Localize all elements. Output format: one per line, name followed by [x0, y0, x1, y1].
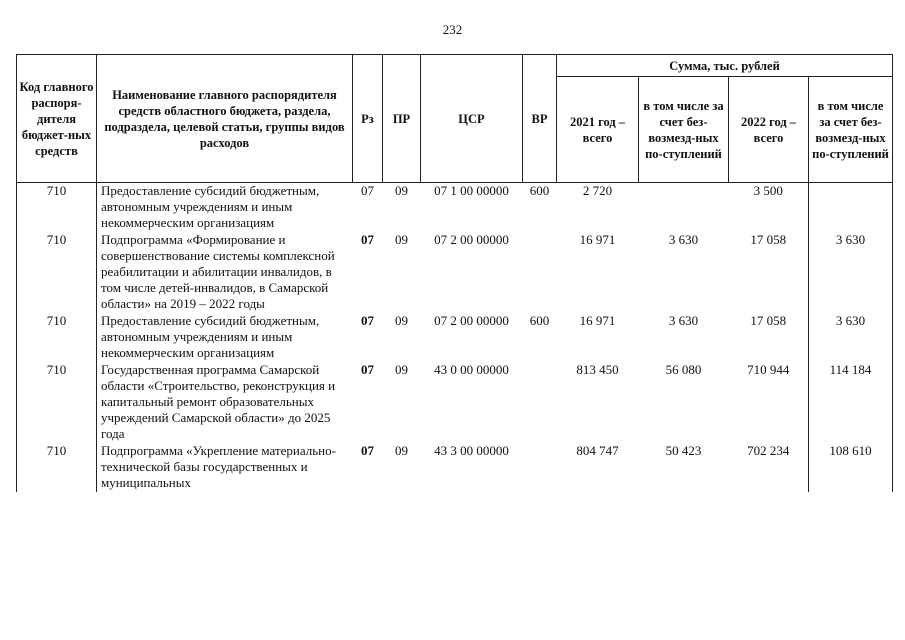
table-row — [17, 362, 893, 443]
header-sum-group: Сумма, тыс. рублей — [557, 55, 893, 77]
table-row — [17, 232, 893, 313]
row-2021-free — [639, 183, 729, 233]
row-pr: 09 — [395, 313, 408, 328]
row-code: 710 — [17, 232, 97, 313]
row-2022-free: 3 630 — [809, 313, 893, 362]
row-2022-total: 3 500 — [753, 183, 783, 198]
table-row — [17, 313, 893, 362]
row-csr: 07 2 00 00000 — [434, 313, 509, 328]
row-pr: 09 — [395, 362, 408, 377]
row-code: 710 — [17, 313, 97, 362]
row-2021-total: 2 720 — [582, 183, 613, 198]
row-name: Государственная программа Самарской области «Строительство, реконструкция и капитальный ремонт образовательных учреждений Самарской области» до 2025 года — [101, 362, 336, 441]
row-rz: 07 — [361, 313, 374, 328]
header-csr: ЦСР — [421, 55, 523, 183]
row-name: Подпрограмма «Формирование и совершенствование системы комплексной реабилитации и абилитации инвалидов, в том числе детей-инвалидов, в Самарской области» на 2019 – 2022 годы — [101, 232, 335, 311]
header-2021-free: в том числе за счет без-возмезд-ных по-ступлений — [639, 77, 729, 183]
header-pr: ПР — [383, 55, 421, 183]
row-2022-free: 114 184 — [809, 362, 893, 443]
budget-table — [16, 54, 893, 492]
row-code: 710 — [17, 362, 97, 443]
row-vr — [523, 443, 557, 492]
row-2022-free: 108 610 — [809, 443, 893, 492]
row-name: Предоставление субсидий бюджетным, автономным учреждениям и иным некоммерческим организациям — [101, 313, 320, 360]
table-row — [17, 443, 893, 492]
row-vr — [523, 232, 557, 313]
page-number: 232 — [442, 22, 463, 37]
row-rz: 07 — [361, 362, 374, 377]
row-2022-free: 3 630 — [809, 232, 893, 313]
row-vr: 600 — [529, 183, 550, 198]
row-pr: 09 — [395, 232, 408, 247]
row-vr — [523, 362, 557, 443]
row-2022-free — [809, 183, 893, 233]
header-vr: ВР — [523, 55, 557, 183]
row-csr: 07 1 00 00000 — [434, 183, 509, 198]
row-vr: 600 — [529, 313, 550, 328]
header-2021-total: 2021 год – всего — [557, 77, 639, 183]
header-code: Код главного распоря-дителя бюджет-ных средств — [17, 55, 97, 183]
row-2021-free: 50 423 — [665, 443, 702, 458]
row-2021-free: 3 630 — [668, 313, 699, 328]
header-name: Наименование главного распорядителя средств областного бюджета, раздела, подраздела, целевой статьи, группы видов расходов — [97, 55, 353, 183]
row-2022-total: 710 944 — [747, 362, 790, 377]
row-code: 710 — [17, 443, 97, 492]
table-row — [17, 183, 893, 233]
row-2021-total: 16 971 — [579, 313, 616, 328]
row-rz: 07 — [361, 443, 374, 458]
row-csr: 43 3 00 00000 — [434, 443, 509, 458]
header-2022-free: в том числе за счет без-возмезд-ных по-ступлений — [809, 77, 893, 183]
row-csr: 07 2 00 00000 — [434, 232, 509, 247]
row-pr: 09 — [395, 443, 408, 458]
row-2021-total: 804 747 — [576, 443, 619, 458]
row-2021-free: 3 630 — [668, 232, 699, 247]
row-2021-total: 16 971 — [579, 232, 616, 247]
header-rz: Рз — [353, 55, 383, 183]
row-2021-free: 56 080 — [665, 362, 702, 377]
row-rz: 07 — [361, 183, 374, 198]
row-2022-total: 17 058 — [750, 313, 787, 328]
row-2021-total: 813 450 — [576, 362, 619, 377]
row-code: 710 — [17, 183, 97, 233]
row-2022-total: 702 234 — [747, 443, 790, 458]
row-2022-total: 17 058 — [750, 232, 787, 247]
row-pr: 09 — [395, 183, 408, 198]
row-name: Подпрограмма «Укрепление материально-технической базы государственных и муниципальных — [101, 443, 336, 490]
row-rz: 07 — [361, 232, 374, 247]
row-csr: 43 0 00 00000 — [434, 362, 509, 377]
row-name: Предоставление субсидий бюджетным, автономным учреждениям и иным некоммерческим организациям — [101, 183, 320, 230]
header-2022-total: 2022 год – всего — [729, 77, 809, 183]
